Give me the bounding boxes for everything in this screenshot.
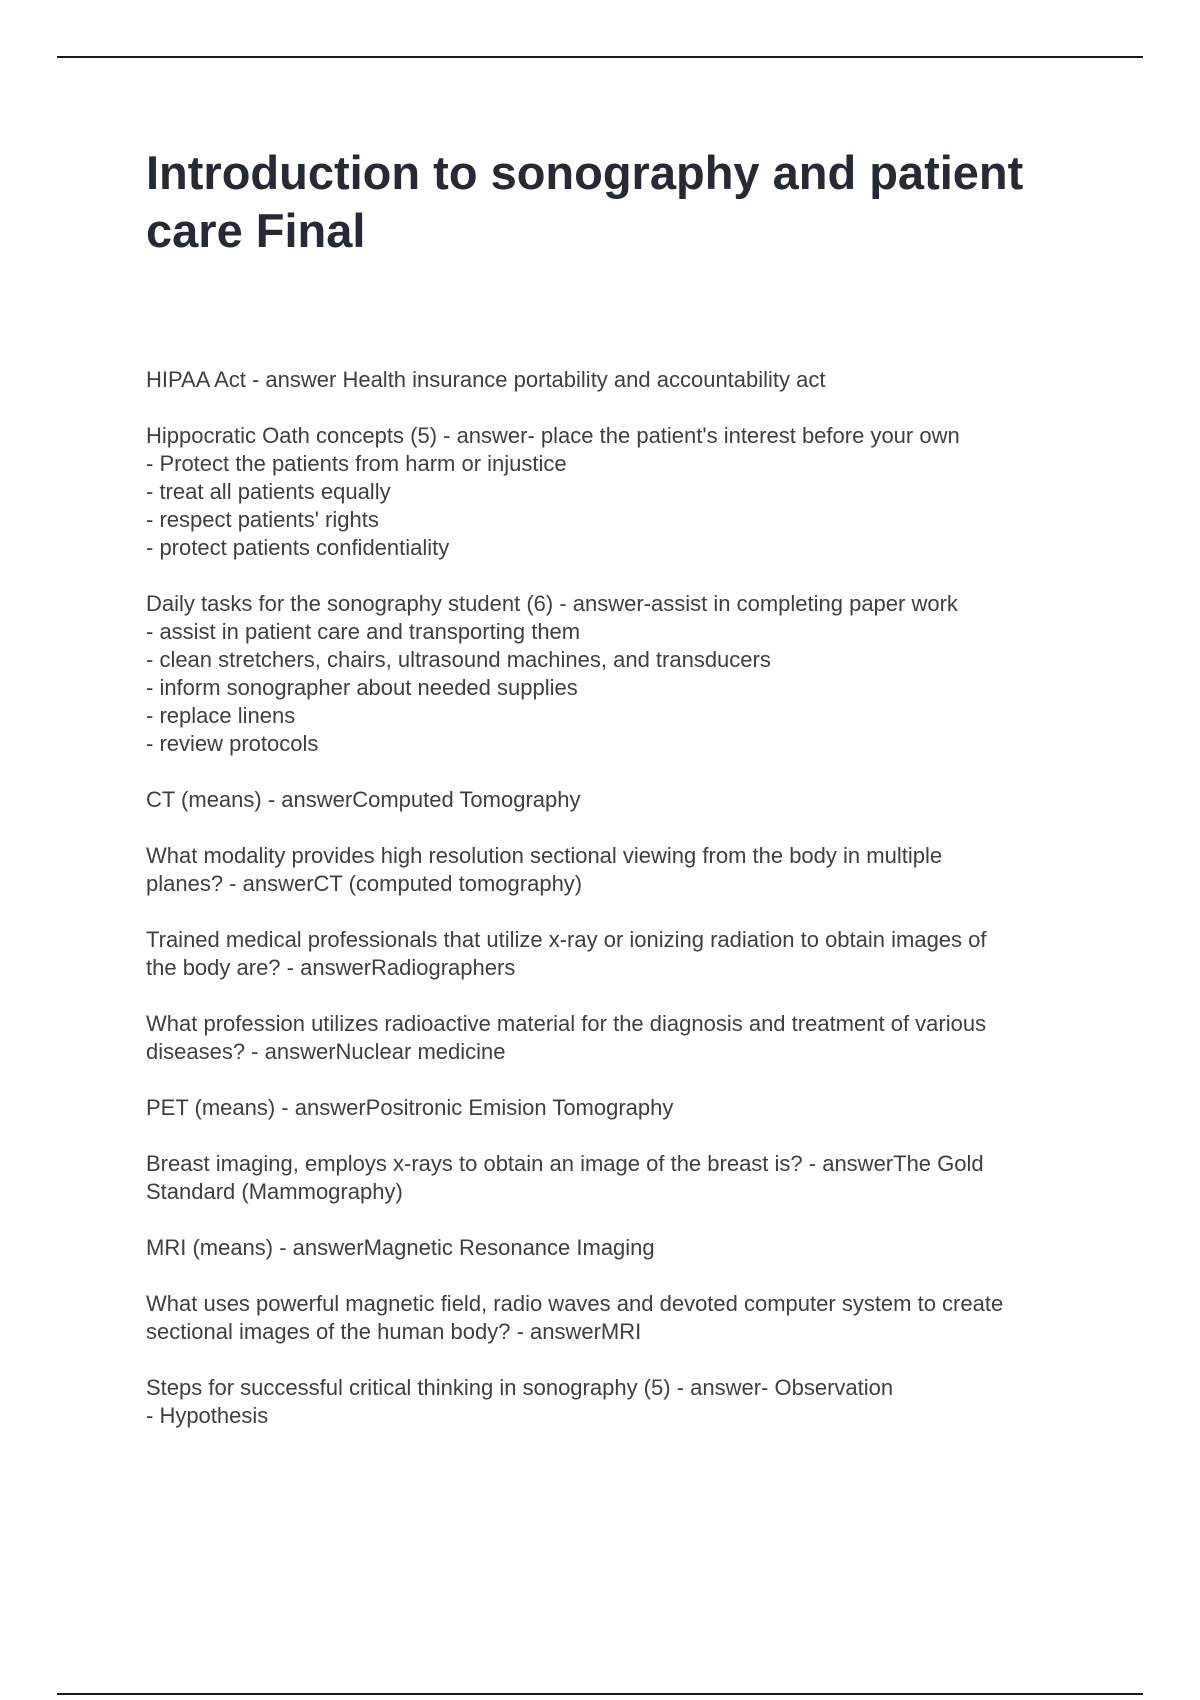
qa-entry-hipaa: [146, 366, 1106, 394]
qa-entry-mri-description: [146, 1290, 1106, 1346]
qa-entry-mammography: [146, 1150, 1106, 1206]
title-line-2: care Final: [146, 204, 366, 257]
entry-line: planes? - answerCT (computed tomography): [146, 871, 583, 896]
entry-line: What uses powerful magnetic field, radio waves and devoted computer system to create: [146, 1291, 1004, 1316]
entry-line: What modality provides high resolution sectional viewing from the body in multiple: [146, 843, 943, 868]
entry-line: HIPAA Act - answer Health insurance portability and accountability act: [146, 367, 826, 392]
entry-line: CT (means) - answerComputed Tomography: [146, 787, 581, 812]
title-line-1: Introduction to sonography and patient: [146, 146, 1024, 199]
page-title: [146, 144, 1106, 260]
qa-entry-critical-thinking: [146, 1374, 1106, 1430]
entry-line: - replace linens: [146, 703, 296, 728]
bottom-divider: [57, 1693, 1143, 1695]
qa-entry-modality: [146, 842, 1106, 898]
entry-line: PET (means) - answerPositronic Emision Tomography: [146, 1095, 674, 1120]
entry-line: Daily tasks for the sonography student (6) - answer-assist in completing paper work: [146, 591, 958, 616]
qa-entry-radiographers: [146, 926, 1106, 982]
entry-line: - Hypothesis: [146, 1403, 269, 1428]
entry-line: - inform sonographer about needed supplies: [146, 675, 578, 700]
qa-entry-ct-means: [146, 786, 1106, 814]
entry-line: Hippocratic Oath concepts (5) - answer- place the patient's interest before your own: [146, 423, 960, 448]
top-divider: [57, 56, 1143, 58]
entry-line: - Protect the patients from harm or injustice: [146, 451, 567, 476]
qa-entry-mri-means: [146, 1234, 1106, 1262]
entry-line: MRI (means) - answerMagnetic Resonance Imaging: [146, 1235, 655, 1260]
entry-line: diseases? - answerNuclear medicine: [146, 1039, 506, 1064]
entry-line: Breast imaging, employs x-rays to obtain an image of the breast is? - answerThe Gold: [146, 1151, 984, 1176]
entry-line: Trained medical professionals that utilize x-ray or ionizing radiation to obtain images of: [146, 927, 987, 952]
entry-line: Standard (Mammography): [146, 1179, 403, 1204]
qa-entry-pet-means: [146, 1094, 1106, 1122]
entry-line: - clean stretchers, chairs, ultrasound machines, and transducers: [146, 647, 771, 672]
qa-entry-daily-tasks: [146, 590, 1106, 758]
entry-line: What profession utilizes radioactive material for the diagnosis and treatment of various: [146, 1011, 987, 1036]
qa-entry-hippocratic-oath: [146, 422, 1106, 562]
entry-line: Steps for successful critical thinking in sonography (5) - answer- Observation: [146, 1375, 894, 1400]
entry-line: - treat all patients equally: [146, 479, 391, 504]
entry-line: - respect patients' rights: [146, 507, 379, 532]
entry-line: - protect patients confidentiality: [146, 535, 450, 560]
qa-entry-nuclear-medicine: [146, 1010, 1106, 1066]
entry-line: the body are? - answerRadiographers: [146, 955, 516, 980]
flashcard-list: [146, 366, 1106, 1458]
entry-line: - review protocols: [146, 731, 319, 756]
entry-line: - assist in patient care and transporting them: [146, 619, 581, 644]
entry-line: sectional images of the human body? - answerMRI: [146, 1319, 642, 1344]
